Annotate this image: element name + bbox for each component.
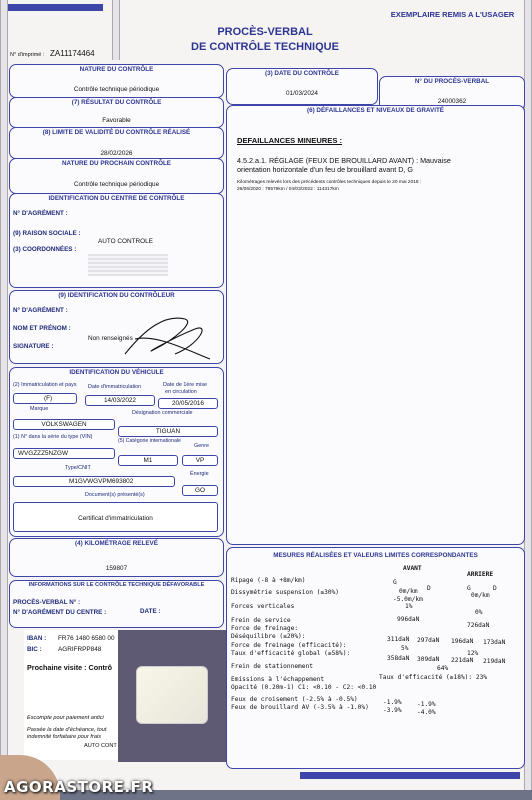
numero-pv-value: 24000362: [437, 98, 467, 105]
centre-controle-box: [9, 193, 224, 288]
mesure-label-desequilibre: Déséquilibre (≤20%):: [231, 633, 306, 640]
date-immat-label: Date d'immatriculation: [88, 384, 142, 390]
defaillance-item-line1: 4.5.2.a.1. RÉGLAGE (FEUX DE BROUILLARD AVANT) : Mauvaise: [237, 156, 451, 165]
numero-pv-title: N° DU PROCÈS-VERBAL: [414, 78, 490, 85]
resultat-value: Favorable: [102, 117, 131, 124]
mesure-value-brouillard-g: -3.9%: [383, 707, 402, 714]
centre-raison-label: (9) RAISON SOCIALE :: [13, 230, 81, 237]
categorie-value: M1: [143, 457, 153, 464]
nature-controle-value: Contrôle technique périodique: [73, 86, 160, 93]
mesure-value-taux-stationnement: Taux d'efficacité (≥18%): 23%: [379, 674, 488, 681]
escompte-text: Escompte pour paiement antici: [27, 715, 104, 721]
validite-value: 28/02/2026: [100, 150, 133, 157]
controleur-signature-label: SIGNATURE :: [13, 343, 54, 350]
defavorable-agrement-label: N° D'AGRÉMENT DU CENTRE :: [13, 609, 107, 616]
date-circ-field: [158, 398, 218, 409]
date-circ-label2: en circulation: [165, 389, 197, 395]
page-title-line1: PROCÈS-VERBAL: [217, 26, 313, 38]
mesure-value-taux-4: 219daN: [483, 658, 506, 665]
km-history-line1: Kilométrages relevés lors des précédents contrôles techniques depuis le 20 mai 2018 :: [237, 180, 422, 185]
centre-coord-label: (3) COORDONNÉES :: [13, 246, 77, 253]
type-field: [13, 476, 175, 487]
mesure-value-desequilibre-4: 173daN: [483, 639, 506, 646]
controleur-nom-value: Non renseignés: [88, 335, 133, 342]
prochain-controle-box: [9, 158, 224, 194]
marque-field: [13, 419, 115, 430]
vin-value: WVGZZZ5NZGW: [18, 450, 69, 457]
page-title-line2: DE CONTRÔLE TECHNIQUE: [191, 41, 339, 53]
iban-label: IBAN :: [27, 635, 47, 642]
prochaine-visite: Prochaine visite : Contrô: [27, 663, 113, 672]
validite-title: (8) LIMITE DE VALIDITÉ DU CONTRÔLE RÉALISÉ: [42, 129, 191, 136]
energie-label: Énergie: [190, 471, 209, 477]
avant-header: AVANT: [403, 565, 422, 572]
mesure-label-frein-service: Frein de service: [231, 617, 291, 624]
bic-label: BIC :: [27, 646, 42, 653]
mesure-value-croisement-g: -1.9%: [383, 699, 402, 706]
kilometrage-value: 159807: [105, 565, 128, 572]
mesures-title: MESURES RÉALISÉES ET VALEURS LIMITES CORRESPONDANTES: [273, 552, 478, 559]
right-perforation-strip: [524, 0, 532, 790]
nature-controle-box: [9, 64, 224, 98]
defaillances-box: [226, 105, 525, 545]
mesure-value-dissymetrie: -5.0m/km: [393, 596, 423, 603]
mesure-value-forces-ar: 0%: [475, 609, 483, 616]
passe-text-2: indemnité forfaitaire pour frais: [27, 734, 101, 740]
defavorable-pv-label: PROCÈS-VERBAL N° :: [13, 599, 81, 606]
mesure-label-taux-global: Taux d'efficacité global (≥58%):: [231, 650, 351, 657]
mesure-label-force-efficacite: Force de freinage (efficacité):: [231, 642, 347, 649]
categorie-label: (5) Catégorie internationale: [118, 438, 181, 444]
defaillances-heading: DEFAILLANCES MINEURES :: [237, 136, 343, 145]
vin-field: [13, 448, 115, 459]
avant-d-header: D: [427, 585, 431, 592]
resultat-title: (7) RÉSULTAT DU CONTRÔLE: [71, 99, 162, 106]
mesure-value-taux-3: 221daN: [451, 657, 474, 664]
vin-label: (1) N° dans la série du type (VIN): [13, 434, 93, 440]
energie-value: GO: [195, 487, 205, 494]
designation-label: Désignation commerciale: [132, 410, 193, 416]
date-circ-label1: Date de 1ère mise: [163, 382, 208, 388]
defaillance-item-line2: orientation horizontale d'un feu de brouillard avant D, G: [237, 165, 413, 174]
iban-value: FR76 1480 6580 00: [58, 635, 115, 642]
mesure-label-dissymetrie: Dissymétrie suspension (≤30%): [231, 589, 340, 596]
centre-raison-value: AUTO CONTROLE: [98, 238, 153, 245]
controleur-agrement-label: N° D'AGRÉMENT :: [13, 307, 68, 314]
energie-field: [182, 485, 218, 496]
hologram-sticker: [136, 666, 208, 724]
mesure-value-frein-ar: 726daN: [467, 622, 490, 629]
mesure-value-stationnement: 64%: [437, 665, 449, 672]
mesure-value-desequilibre-3: 196daN: [451, 638, 474, 645]
mesure-value-efficacite-ar: 12%: [467, 650, 479, 657]
date-circ-value: 20/05/2016: [172, 400, 204, 407]
marque-value: VOLKSWAGEN: [41, 421, 87, 428]
mesures-box: [226, 547, 525, 769]
mesure-label-opacite: Opacité (0.20m-1) C1: <0.10 - C2: <0.10: [231, 684, 377, 691]
documents-value: Certificat d'immatriculation: [78, 515, 153, 522]
mesure-value-ripage-ar: 0m/km: [471, 592, 490, 599]
defaillances-title: (6) DÉFAILLANCES ET NIVEAUX DE GRAVITÉ: [306, 107, 445, 114]
top-border: [8, 4, 103, 11]
mesure-value-brouillard-d: -4.0%: [417, 709, 436, 716]
immat-label: (2) Immatriculation et pays: [13, 382, 77, 388]
exemplaire-label: EXEMPLAIRE REMIS A L'USAGER: [390, 10, 515, 19]
passe-text-1: Passée la date d'échéance, tout: [27, 727, 107, 733]
mesure-value-desequilibre-1: 311daN: [387, 636, 410, 643]
kilometrage-title: (4) KILOMÉTRAGE RELEVÉ: [75, 540, 158, 547]
controleur-nom-label: NOM ET PRÉNOM :: [13, 325, 71, 332]
passe-text-3: AUTO CONT: [84, 743, 117, 749]
mesure-label-ripage: Ripage (-8 à +8m/km): [231, 577, 306, 584]
mesure-label-frein-stationnement: Frein de stationnement: [231, 663, 313, 670]
vehicule-title: IDENTIFICATION DU VÉHICULE: [69, 369, 164, 376]
prochain-controle-title: NATURE DU PROCHAIN CONTRÔLE: [61, 160, 172, 167]
date-controle-value: 01/03/2024: [286, 90, 318, 97]
validite-box: [9, 127, 224, 159]
mesure-label-croisement: Feux de croisement (-2.5% à -0.5%): [231, 696, 358, 703]
documents-label: Document(s) présenté(s): [85, 492, 145, 498]
kilometrage-box: [9, 538, 224, 577]
km-history-line2: 26/06/2020 : 78579km / 04/03/2022 : 114317km: [237, 187, 339, 192]
mesure-value-croisement-d: -1.9%: [417, 701, 436, 708]
genre-field: [182, 455, 218, 466]
date-immat-value: 14/03/2022: [104, 397, 136, 404]
arriere-header: ARRIERE: [467, 571, 494, 578]
avant-g-header: G: [393, 579, 397, 586]
defavorable-date-label: DATE :: [140, 608, 161, 615]
designation-value: TIGUAN: [155, 428, 181, 435]
mesure-value-ripage-av: 0m/km: [399, 588, 418, 595]
genre-value: VP: [195, 457, 205, 464]
date-controle-box: [226, 68, 378, 105]
mesure-label-emissions: Emissions à l'échappement: [231, 676, 325, 683]
signature-scribble: [115, 309, 215, 364]
controleur-box: [9, 290, 224, 364]
left-perforation-strip: [0, 0, 8, 790]
imprime-label: N° d'imprimé :: [10, 52, 45, 58]
date-controle-title: (3) DATE DU CONTRÔLE: [264, 70, 340, 77]
mesure-value-efficacite-av: 5%: [401, 645, 409, 652]
immat-field: [13, 393, 77, 404]
arriere-d-header: D: [493, 585, 497, 592]
mesure-value-desequilibre-2: 297daN: [417, 637, 440, 644]
mesure-value-forces-av: 1%: [405, 603, 413, 610]
redacted-area: [88, 254, 168, 276]
type-label: Type/CNIT: [65, 465, 91, 471]
documents-field: [13, 502, 218, 532]
vehicule-box: [9, 367, 224, 537]
controleur-title: (9) IDENTIFICATION DU CONTRÔLEUR: [58, 292, 175, 299]
immat-pays: (F): [44, 395, 53, 402]
dark-card-overlay: [118, 630, 232, 762]
mesure-value-taux-1: 358daN: [387, 655, 410, 662]
centre-title: IDENTIFICATION DU CENTRE DE CONTRÔLE: [48, 195, 185, 202]
defavorable-box: [9, 580, 224, 628]
type-value: M1GVWGVPM693802: [69, 478, 134, 485]
middle-perforation-strip: [112, 0, 120, 60]
genre-label: Genre: [194, 443, 209, 449]
imprime-number: ZA11174464: [50, 49, 95, 58]
mesure-label-force-freinage: Force de freinage:: [231, 625, 299, 632]
resultat-box: [9, 97, 224, 128]
marque-label: Marque: [30, 406, 49, 412]
date-immat-field: [85, 395, 155, 406]
defavorable-title: INFORMATIONS SUR LE CONTRÔLE TECHNIQUE DÉFAVORABLE: [28, 582, 205, 588]
bottom-border: [300, 772, 520, 779]
mesure-label-forces: Forces verticales: [231, 603, 295, 610]
bic-value: AGRIFRPP848: [58, 646, 102, 653]
watermark: AGORASTORE.FR: [4, 778, 154, 796]
centre-agrement-label: N° D'AGRÉMENT :: [13, 210, 68, 217]
mesure-label-brouillard: Feux de brouillard AV (-3.5% à -1.0%): [231, 704, 369, 711]
designation-field: [118, 426, 218, 437]
prochain-controle-value: Contrôle technique périodique: [73, 181, 160, 188]
mesure-value-taux-2: 309daN: [417, 656, 440, 663]
nature-controle-title: NATURE DU CONTRÔLE: [79, 66, 154, 73]
mesure-value-frein-av: 996daN: [397, 616, 420, 623]
categorie-field: [118, 455, 178, 466]
payment-slip: [24, 630, 122, 760]
arriere-g-header: G: [467, 585, 471, 592]
